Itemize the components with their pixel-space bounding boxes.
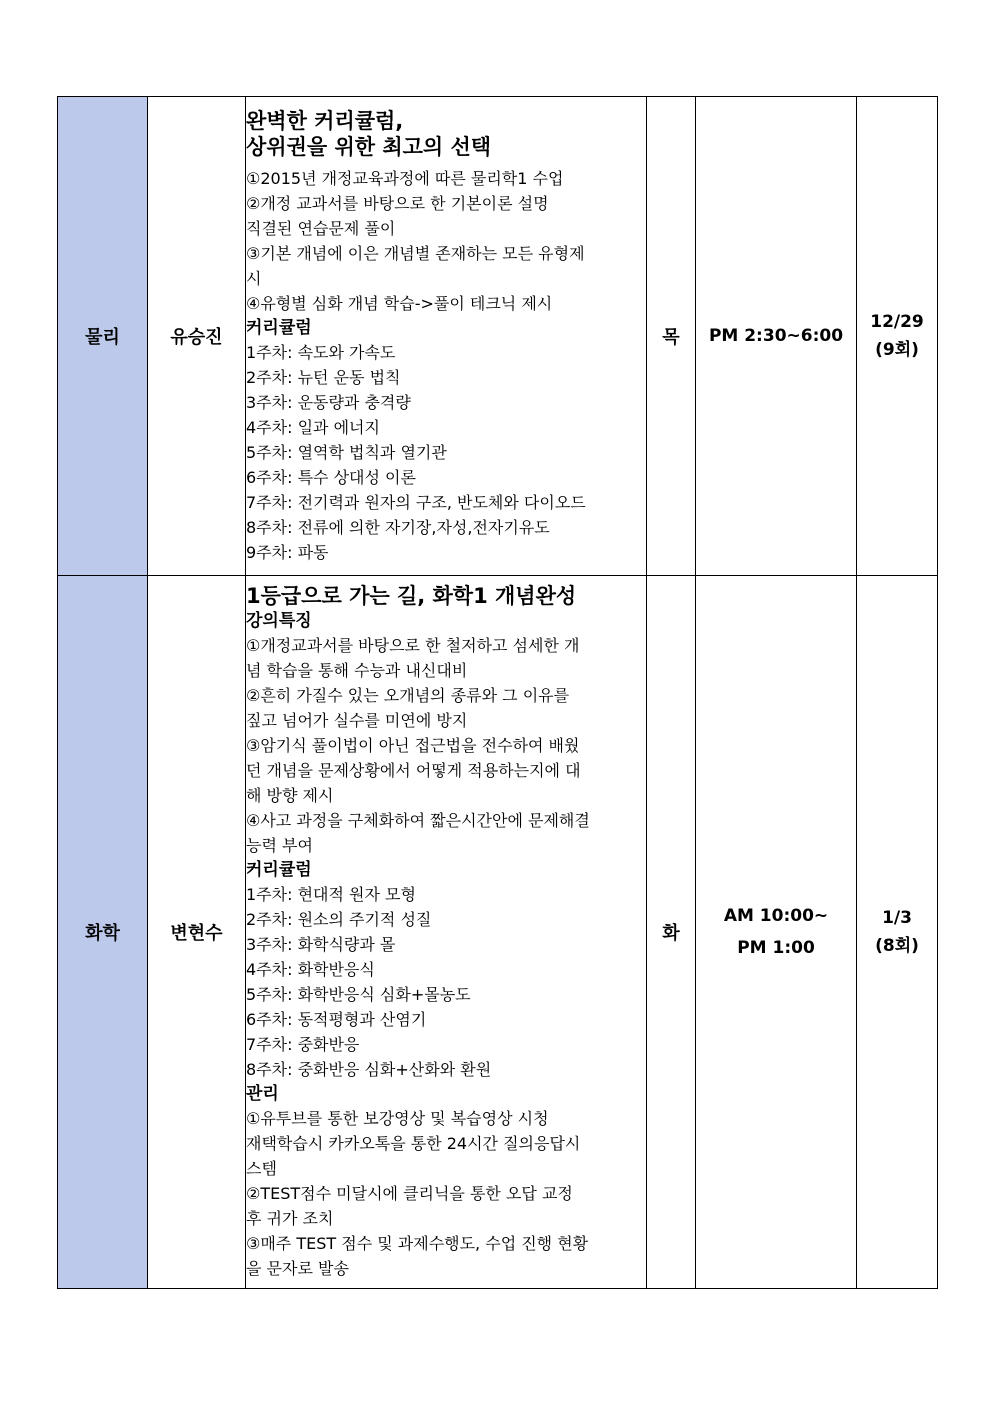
feature-line: ④유형별 심화 개념 학습->풀이 테크닉 제시 [246,293,553,313]
curriculum-item: 8주차: 전류에 의한 자기장,자성,전자기유도 [246,517,550,537]
curriculum-title: 커리큘럼 [246,860,312,880]
curriculum-item: 2주차: 뉴턴 운동 법칙 [246,367,401,387]
curriculum-item: 3주차: 화학식량과 몰 [246,935,396,954]
curriculum-item: 6주차: 특수 상대성 이론 [246,467,416,487]
curriculum-item: 4주차: 화학반응식 [246,960,375,979]
management-title: 관리 [246,1084,279,1104]
start-date-cell [857,97,938,576]
management-line: ②TEST점수 미달시에 클리닉을 통한 오답 교정 [246,1184,573,1203]
management-line: ①유투브를 통한 보강영상 및 복습영상 시청 [246,1109,549,1128]
curriculum-item: 3주차: 운동량과 충격량 [246,392,411,412]
start-date: 1/3 [882,908,912,928]
curriculum-item: 7주차: 전기력과 원자의 구조, 반도체와 다이오드 [246,492,586,512]
feature-line: ①2015년 개정교육과정에 따른 물리학1 수업 [246,168,564,188]
feature-line: 능력 부여 [246,836,313,855]
description-cell [246,97,647,576]
management-line: 을 문자로 발송 [246,1259,349,1278]
feature-line: ②개정 교과서를 바탕으로 한 기본이론 설명 [246,193,549,213]
start-date: 12/29 [870,312,924,332]
course-headline: 상위권을 위한 최고의 선택 [246,134,492,159]
feature-line: 념 학습을 통해 수능과 내신대비 [246,661,468,680]
curriculum-item: 9주차: 파동 [246,542,329,562]
description-cell [246,576,647,1289]
start-date-cell [857,576,938,1289]
curriculum-item: 7주차: 중화반응 [246,1035,360,1054]
feature-line: ③암기식 풀이법이 아닌 접근법을 전수하여 배웠 [246,736,580,755]
time-line: AM 10:00~ [723,906,829,926]
table-row [58,97,938,576]
schedule-table [57,96,938,1289]
management-line: 후 귀가 조치 [246,1209,334,1228]
session-count: (8회) [875,936,919,956]
feature-line: ①개정교과서를 바탕으로 한 철저하고 섬세한 개 [246,636,580,655]
curriculum-item: 8주차: 중화반응 심화+산화와 환원 [246,1060,492,1079]
subject-cell: 화학 [58,576,148,1289]
curriculum-item: 1주차: 현대적 원자 모형 [246,885,416,904]
curriculum-item: 2주차: 원소의 주기적 성질 [246,910,432,929]
course-headline: 1등급으로 가는 길, 화학1 개념완성 [246,584,577,608]
feature-line: ③기본 개념에 이은 개념별 존재하는 모든 유형제 [246,243,585,263]
session-count: (9회) [875,340,919,360]
management-line: 재택학습시 카카오톡을 통한 24시간 질의응답시 [246,1134,581,1153]
time-cell [696,97,857,576]
feature-line: ④사고 과정을 구체화하여 짧은시간안에 문제해결 [246,811,590,830]
feature-line: ②흔히 가질수 있는 오개념의 종류와 그 이유를 [246,686,570,705]
curriculum-item: 6주차: 동적평형과 산염기 [246,1010,427,1029]
curriculum-title: 커리큘럼 [246,317,312,338]
time-cell [696,576,857,1289]
feature-line: 짚고 넘어가 실수를 미연에 방지 [246,711,468,730]
time-line: PM 2:30~6:00 [708,326,844,346]
feature-line: 시 [246,268,262,288]
table-row [58,576,938,1289]
teacher-cell: 변현수 [148,576,246,1289]
management-line: 스템 [246,1159,277,1178]
feature-line: 던 개념을 문제상황에서 어떻게 적용하는지에 대 [246,761,581,780]
course-headline: 완벽한 커리큘럼, [246,108,404,133]
curriculum-item: 5주차: 열역학 법칙과 열기관 [246,442,447,462]
curriculum-item: 1주차: 속도와 가속도 [246,342,396,362]
features-title: 강의특징 [246,611,312,631]
day-cell: 화 [647,576,696,1289]
curriculum-item: 4주차: 일과 에너지 [246,417,380,437]
teacher-cell: 유승진 [148,97,246,576]
subject-cell: 물리 [58,97,148,576]
feature-line: 직결된 연습문제 풀이 [246,218,396,238]
feature-line: 해 방향 제시 [246,786,334,805]
curriculum-item: 5주차: 화학반응식 심화+몰농도 [246,985,471,1004]
day-cell: 목 [647,97,696,576]
time-line: PM 1:00 [737,938,815,958]
management-line: ③매주 TEST 점수 및 과제수행도, 수업 진행 현황 [246,1234,589,1253]
